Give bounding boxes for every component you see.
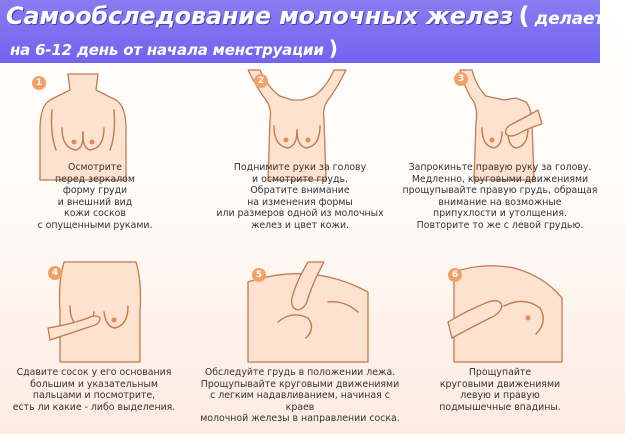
step-number-badge: 3 [454,72,468,86]
title-paren-open: ( [518,2,530,30]
page-title-line2 [10,36,338,60]
step-caption: Сдавите сосок у его основания большим и указательным пальцами и посмотрите, есть ли какие - либо выделения. [12,367,176,413]
title-paren-close: ) [328,36,338,60]
underarm-palpation-illustration [444,262,564,362]
step-1 [0,66,200,246]
step-2 [200,66,400,246]
step-caption: Запрокиньте правую руку за голову. Медленно, круговыми движениями прощупывайте правую грудь, обращая внимание на возможные припухлости и утолщения. Повторите то же с левой грудью. [402,162,598,231]
step-4 [0,262,200,434]
title-subtitle-part1: делается [534,9,625,29]
lying-down-palpation-illustration [248,262,368,362]
header-banner [0,0,625,63]
step-number-badge: 5 [252,268,266,282]
step-number-badge: 1 [32,76,46,90]
step-caption: Поднимите руки за голову и осмотрите грудь. Обратите внимание на изменения формы или размеров одной из молочных желез и цвет кожи. [216,162,384,231]
step-caption: Прощупайте круговыми движениями левую и правую подмышечные впадины. [439,367,561,413]
step-caption: Осмотрите перед зеркалом форму груди и внешний вид кожи сосков с опущенными руками. [37,162,153,231]
step-caption: Обследуйте грудь в положении лежа. Прощупывайте круговыми движениями с легким надавливанием, начиная с краев молочной железы в направлении соска. [200,367,400,425]
step-6 [400,262,600,434]
page-title: Самообследование молочных желез [6,2,514,30]
step-3 [400,66,600,246]
step-number-badge: 4 [48,266,62,280]
step-5 [200,262,400,434]
step-number-badge: 6 [448,268,462,282]
title-subtitle-part2: на 6-12 день от начала менструации [10,41,324,59]
step-number-badge: 2 [254,74,268,88]
page-title-line1 [6,2,625,30]
